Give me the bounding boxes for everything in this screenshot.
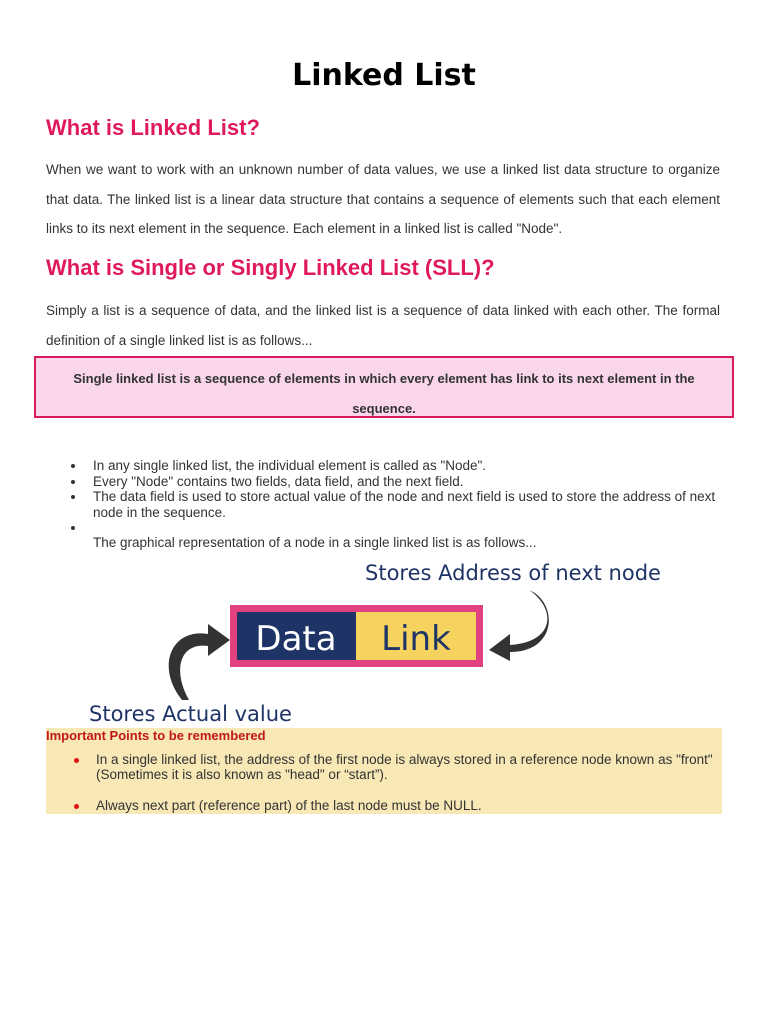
section-heading-what-is-sll: What is Single or Singly Linked List (SLL)? (46, 255, 495, 280)
curved-arrow-icon (169, 624, 230, 700)
list-item: In a single linked list, the address of the first node is always stored in a reference node known as "front" (Sometimes it is also known as "head" or “start”). (96, 752, 720, 782)
list-item: The data field is used to store actual value of the node and next field is used to store the address of next node in the sequence. (93, 489, 726, 520)
node-facts-list (46, 458, 726, 551)
section-heading-what-is-linked-list: What is Linked List? (46, 115, 260, 140)
important-points-list (96, 752, 720, 829)
important-points-box (46, 728, 722, 814)
data-field-label: Data (255, 619, 337, 659)
link-field-label: Link (381, 619, 451, 659)
page-title: Linked List (292, 58, 476, 93)
node-diagram (0, 556, 768, 732)
list-item: The graphical representation of a node in a single linked list is as follows... (93, 520, 726, 551)
curved-arrow-icon (489, 590, 549, 661)
definition-box (34, 356, 734, 418)
list-item: In any single linked list, the individual element is called as "Node". (93, 458, 726, 474)
value-caption: Stores Actual value (89, 702, 292, 726)
sll-description: Simply a list is a sequence of data, and the linked list is a sequence of data linked with each other. The formal definition of a single linked list is as follows... (46, 303, 720, 348)
linked-list-description: When we want to work with an unknown number of data values, we use a linked list data structure to organize that data. The linked list is a linear data structure that contains a sequence of elements such that each element links to its next element in the sequence. Each element in a linked list is called "Node". (46, 162, 720, 236)
definition-text: Single linked list is a sequence of elements in which every element has link to its next element in the sequence. (73, 371, 695, 416)
list-item: Every "Node" contains two fields, data field, and the next field. (93, 474, 726, 490)
list-item: Always next part (reference part) of the last node must be NULL. (96, 798, 720, 813)
address-caption: Stores Address of next node (365, 561, 661, 585)
important-heading: Important Points to be remembered (46, 728, 266, 743)
